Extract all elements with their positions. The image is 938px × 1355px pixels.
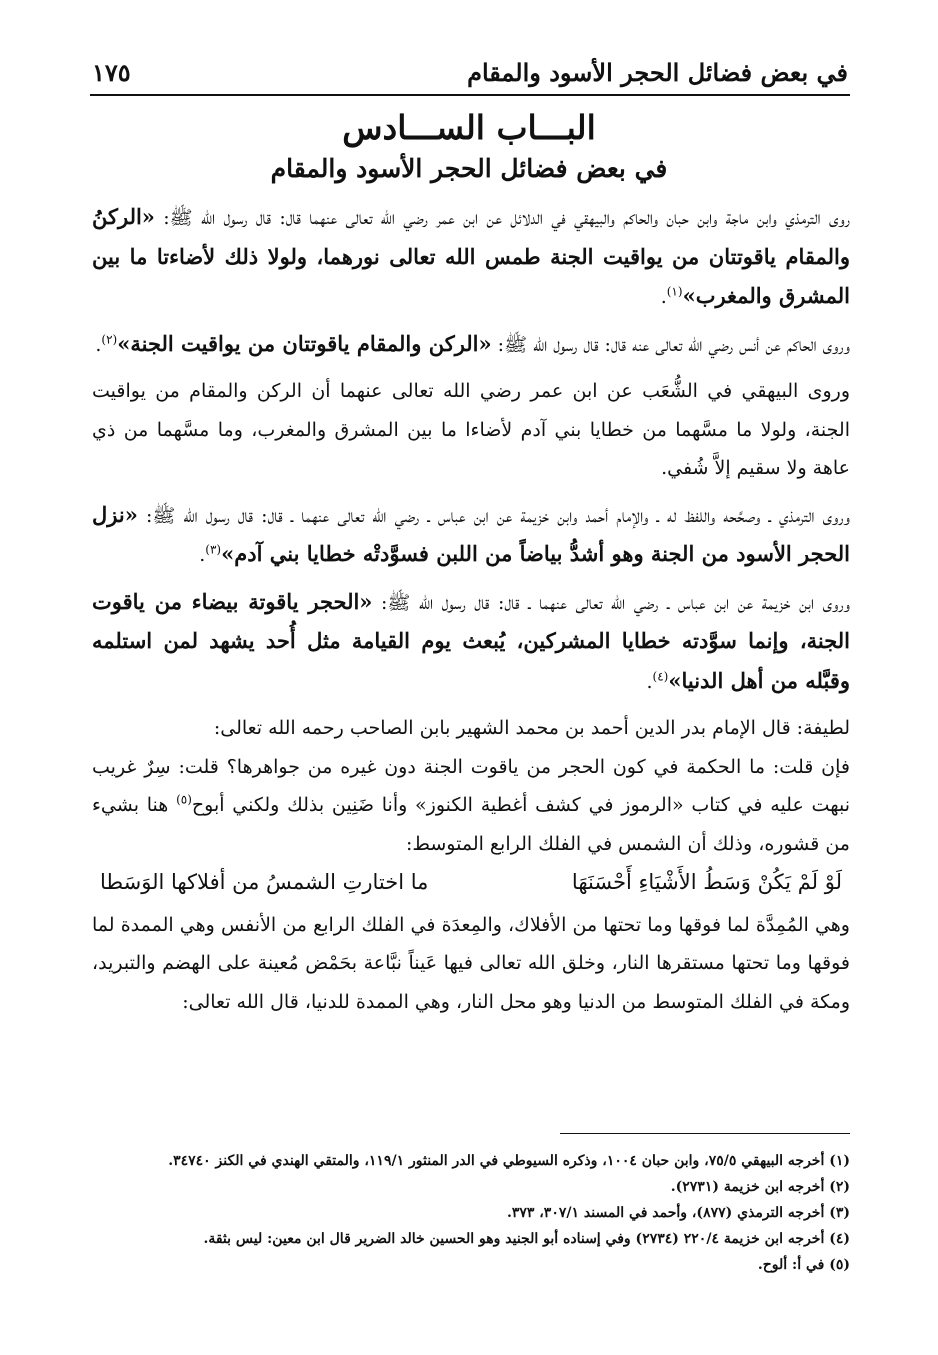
- chapter-title: البـــاب الســـادس: [342, 108, 596, 147]
- body-text: [92, 198, 850, 1029]
- paragraph-text: وروى الحاكم عن أنس رضي الله تعالى عنه قال: قال رسول الله ﷺ:: [491, 333, 850, 356]
- footnote-divider: [560, 1133, 850, 1134]
- footnote: (٢) أخرجه ابن خزيمة (٢٧٣١).: [670, 1179, 850, 1195]
- running-title: في بعض فضائل الحجر الأسود والمقام: [467, 58, 848, 87]
- paragraph: وروى الترمذي ـ وصحَّحه واللفظ له ـ والإمام أحمد وابن خزيمة عن ابن عباس ـ رضي الله تعالى عنهما ـ قال: قال رسول الله ﷺ: «نزل الحجر الأسود من الجنة وهو أشدُّ بياضاً من اللبن فسوَّدتْه خطايا بني آدم»$^{(٣)}$.: [92, 501, 850, 566]
- footnote-ref: (٢): [101, 332, 118, 347]
- paragraph: روى الترمذي وابن ماجة وابن حبان والحاكم والبيهقي في الدلائل عن ابن عمر رضي الله تعالى عنهما قال: قال رسول الله ﷺ: «الركنُ والمقام ياقوتتان من يواقيت الجنة طمس الله تعالى نورهما، ولولا ذلك لأضاءتا ما بين المشرق والمغرب»$^{(١)}$.: [92, 204, 850, 308]
- hadith-quote: «الحجر ياقوتة بيضاء من ياقوت الجنة، وإنما سوَّدته خطايا المشركين، يُبعث يوم القيامة مثل أُحد يشهد لمن استلمه وقبَّله من أهل الدنيا»: [92, 588, 850, 693]
- paragraph: [92, 906, 850, 1022]
- footnote: (٥) في أ: ألوح.: [757, 1257, 850, 1273]
- paragraph: [92, 372, 850, 488]
- footnote: (٣) أخرجه الترمذي (٨٧٧)، وأحمد في المسند ٣٠٧/١، ٣٧٣.: [506, 1205, 850, 1221]
- verse-second-hemistich: ما اختارتِ الشمسُ من أفلاكها الوَسَطا: [100, 870, 429, 894]
- verse-first-hemistich: لَوْ لَمْ يَكُنْ وَسَطُ الأَشْيَاءِ أَحْسَنَهَا: [571, 870, 842, 894]
- paragraph-text: وروى ابن خزيمة عن ابن عباس ـ رضي الله تعالى عنهما ـ قال: قال رسول الله ﷺ:: [372, 591, 850, 614]
- chapter-subtitle: في بعض فضائل الحجر الأسود والمقام: [270, 154, 668, 183]
- hadith-quote: «الركنُ والمقام ياقوتتان من يواقيت الجنة طمس الله تعالى نورهما، ولولا ذلك لأضاءتا ما بين المشرق والمغرب»: [92, 204, 850, 308]
- hadith-quote: «نزل الحجر الأسود من الجنة وهو أشدُّ بياضاً من اللبن فسوَّدتْه خطايا بني آدم»: [92, 501, 850, 566]
- page-header: [90, 48, 850, 96]
- page-number: ١٧٥: [92, 58, 131, 87]
- paragraph-text: وهي المُمِدَّة لما فوقها وما تحتها من الأفلاك، والمِعدَة في الفلك الرابع من الأنفس وهي الممدة لما فوقها وما تحتها مستقرها النار، وخلق الله تعالى فيها عَيناً نبَّاعة بحَمْض مُعينة على الهضم والتبريد، ومكة في الفلك المتوسط من الدنيا وهو محل النار، وهي الممدة للدنيا، قال الله تعالى:: [92, 913, 850, 1013]
- paragraph: وروى ابن خزيمة عن ابن عباس ـ رضي الله تعالى عنهما ـ قال: قال رسول الله ﷺ: «الحجر ياقوتة بيضاء من ياقوت الجنة، وإنما سوَّدته خطايا المشركين، يُبعث يوم القيامة مثل أُحد يشهد لمن استلمه وقبَّله من أهل الدنيا»$^{(٤)}$.: [92, 588, 850, 693]
- footnote-ref: (٥): [176, 792, 192, 807]
- paragraph-text: روى الترمذي وابن ماجة وابن حبان والحاكم والبيهقي في الدلائل عن ابن عمر رضي الله تعالى عنهما قال: قال رسول الله ﷺ:: [154, 207, 850, 229]
- footnotes: [92, 1148, 850, 1278]
- paragraph-text: وروى الترمذي ـ وصحَّحه واللفظ له ـ والإمام أحمد وابن خزيمة عن ابن عباس ـ رضي الله تعالى عنهما ـ قال: قال رسول الله ﷺ:: [137, 504, 850, 527]
- paragraph-text: فإن قلت: ما الحكمة في كون الحجر من ياقوت الجنة دون غيره من جواهرها؟ قلت: سِرٌ غريب نبهت عليه في كتاب «الرموز في كشف أغطية الكنوز» وأنا ضَنِين بذلك ولكني أبوح: [92, 755, 850, 816]
- footnote: (٤) أخرجه ابن خزيمة ٢٢٠/٤ (٢٧٣٤) وفي إسناده أبو الجنيد وهو الحسين خالد الضرير قال ابن معين: ليس بثقة.: [203, 1231, 850, 1247]
- hadith-quote: «الركن والمقام ياقوتتان من يواقيت الجنة»: [117, 330, 492, 356]
- footnote-ref: (٤): [652, 669, 669, 684]
- poetry-verse: [92, 863, 850, 902]
- paragraph-text: لطيفة: قال الإمام بدر الدين أحمد بن محمد الشهير بابن الصاحب رحمه الله تعالى:: [213, 717, 850, 739]
- paragraph: [92, 709, 850, 748]
- paragraph-text: وروى البيهقي في الشُّعَب عن ابن عمر رضي الله تعالى عنهما أن الركن والمقام من يواقيت الجنة، ولولا ما مسَّهما من خطايا بني آدم لأضاءا ما بين المشرق والمغرب، وما مسَّهما من ذي عاهة ولا سقيم إلاَّ شُفي.: [92, 380, 850, 479]
- footnote-ref: (١): [666, 284, 683, 299]
- paragraph: وروى الحاكم عن أنس رضي الله تعالى عنه قال: قال رسول الله ﷺ: «الركن والمقام ياقوتتان من يواقيت الجنة»$^{(٢)}$.: [95, 330, 850, 356]
- footnote: (١) أخرجه البيهقي ٧٥/٥، وابن حبان ١٠٠٤، وذكره السيوطي في الدر المنثور ١١٩/١، والمتقي الهندي في الكنز ٣٤٧٤٠.: [168, 1153, 850, 1169]
- footnote-ref: (٣): [205, 542, 222, 557]
- paragraph-text: هنا بشيء من قشوره، وذلك أن الشمس في الفلك الرابع المتوسط:: [92, 794, 850, 855]
- paragraph: [92, 748, 850, 864]
